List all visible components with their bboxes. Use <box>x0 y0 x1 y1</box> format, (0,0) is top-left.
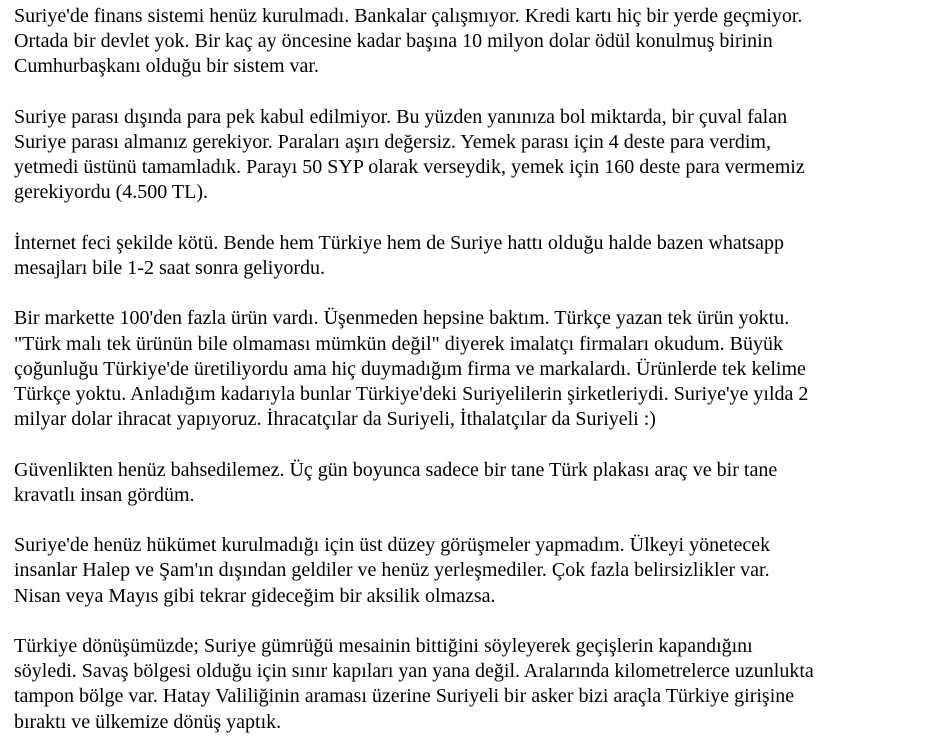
text-line: gerekiyordu (4.500 TL). <box>14 181 209 204</box>
text-line: Türkçe yoktu. Anladığım kadarıyla bunlar Türkiye'deki Suriyelilerin şirketleriydi. Suriye'ye yılda 2 <box>14 383 809 405</box>
paragraph-market <box>14 306 914 432</box>
text-line: Güvenlikten henüz bahsedilemez. Üç gün boyunca sadece bir tane Türk plakası araç ve bir tane <box>14 458 778 481</box>
text-line: çoğunluğu Türkiye'de üretiliyordu ama hiç duymadığım firma ve markalardı. Ürünlerde tek kelime <box>14 357 806 380</box>
text-line: söyledi. Savaş bölgesi olduğu için sınır kapıları yan yana değil. Aralarında kilometrelerce uzunlukta <box>14 660 814 683</box>
text-line: yetmedi üstünü tamamladık. Parayı 50 SYP olarak verseydik, yemek için 160 deste para vermemiz <box>14 156 805 179</box>
text-line: Cumhurbaşkanı olduğu bir sistem var. <box>14 55 319 78</box>
text-line: Ortada bir devlet yok. Bir kaç ay öncesine kadar başına 10 milyon dolar ödül konulmuş birinin <box>14 30 773 53</box>
paragraph-security <box>14 458 914 508</box>
text-line: Suriye'de finans sistemi henüz kurulmadı. Bankalar çalışmıyor. Kredi kartı hiç bir yerde geçmiyor. <box>14 5 803 27</box>
text-line: Türkiye dönüşümüzde; Suriye gümrüğü mesainin bittiğini söyleyerek geçişlerin kapandığını <box>14 634 753 657</box>
text-line: Nisan veya Mayıs gibi tekrar gideceğim bir aksilik olmazsa. <box>14 584 496 607</box>
text-line: milyar dolar ihracat yapıyoruz. İhracatçılar da Suriyeli, İthalatçılar da Suriyeli :) <box>14 408 656 431</box>
paragraph-return <box>14 634 914 735</box>
text-line: mesajları bile 1-2 saat sonra geliyordu. <box>14 257 326 279</box>
text-line: bıraktı ve ülkemize dönüş yaptık. <box>14 710 282 733</box>
text-line: Suriye parası dışında para pek kabul edilmiyor. Bu yüzden yanınıza bol miktarda, bir çuval falan <box>14 105 788 128</box>
text-line: tampon bölge var. Hatay Valiliğinin araması üzerine Suriyeli bir asker bizi araçla Türkiye girişine <box>14 685 795 708</box>
text-line: "Türk malı tek ürünün bile olmaması mümkün değil" diyerek imalatçı firmaları okudum. Büyük <box>14 332 783 355</box>
document-body <box>14 4 914 735</box>
text-line: İnternet feci şekilde kötü. Bende hem Türkiye hem de Suriye hattı olduğu halde bazen whatsapp <box>14 231 784 254</box>
paragraph-currency <box>14 105 914 206</box>
text-line: Suriye'de henüz hükümet kurulmadığı için üst düzey görüşmeler yapmadım. Ülkeyi yönetecek <box>14 534 771 557</box>
text-line: kravatlı insan gördüm. <box>14 483 195 506</box>
paragraph-government <box>14 533 914 609</box>
text-line: Suriye parası almanız gerekiyor. Paraları aşırı değersiz. Yemek parası için 4 deste para verdim, <box>14 131 771 153</box>
paragraph-finance <box>14 4 914 80</box>
text-line: Bir markette 100'den fazla ürün vardı. Üşenmeden hepsine baktım. Türkçe yazan tek ürün yoktu. <box>14 307 790 330</box>
paragraph-internet <box>14 231 914 281</box>
text-line: insanlar Halep ve Şam'ın dışından geldiler ve henüz yerleşmediler. Çok fazla belirsizlikler var. <box>14 559 770 582</box>
